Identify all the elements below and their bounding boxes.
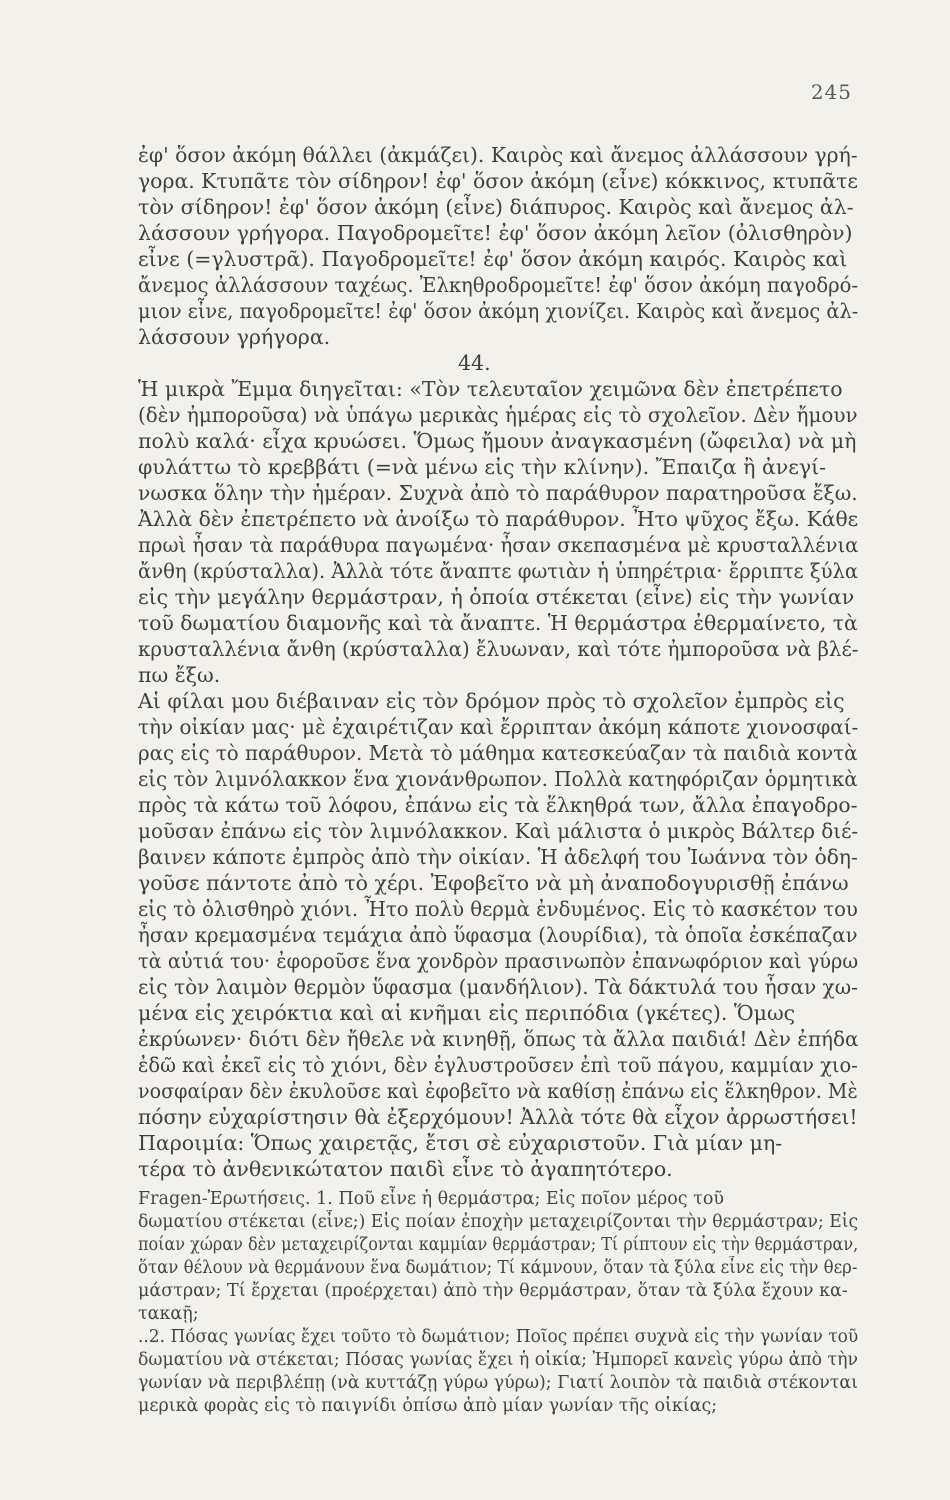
section-number: 44. [458,351,491,375]
text-line: λάσσουν γρήγορα. [138,325,331,349]
text-line: πω ἔξω. [138,663,221,687]
text-line: ἄνθη (κρύσταλλα). Ἀλλὰ τότε ἄναπτε φωτιὰν ἡ ὑπηρέτρια· ἔρριπτε ξύλα [138,559,859,583]
text-line: ἄνεμος ἀλλάσσουν ταχέως. Ἐλκηθροδρομεῖτε! ἐφ' ὅσον ἀκόμη παγοδρό- [138,273,859,297]
proverb-line: τέρα τὸ ἀνθενικώτατον παιδὶ εἶνε τὸ ἀγαπητότερο. [138,1157,673,1181]
text-line: Αἱ φίλαι μου διέβαιναν εἰς τὸν δρόμον πρὸς τὸ σχολεῖον ἐμπρὸς εἰς [138,689,845,713]
question-line: δωματίου νὰ στέκεται; Πόσας γωνίας ἔχει ἡ οἰκία; Ἠμπορεῖ κανεὶς γύρω ἀπὸ τὴν [138,1350,858,1370]
text-line: λάσσουν γρήγορα. Παγοδρομεῖτε! ἐφ' ὅσον ἀκόμη λεῖον (ὀλισθηρὸν) [138,221,853,245]
text-line: γοῦσε πάντοτε ἀπὸ τὸ χέρι. Ἐφοβεῖτο νὰ μὴ ἀναποδογυρισθῇ ἐπάνω [138,871,849,895]
question-line: δωματίου στέκεται (εἶνε;) Εἰς ποίαν ἐποχὴν μεταχειρίζονται τὴν θερμάστραν; Εἰς [138,1212,859,1232]
text-line: Ἡ μικρὰ Ἔμμα διηγεῖται: «Τὸν τελευταῖον χειμῶνα δὲν ἐπετρέπετο [138,377,843,401]
text-line: νωσκα ὅλην τὴν ἡμέραν. Συχνὰ ἀπὸ τὸ παράθυρον παρατηροῦσα ἔξω. [138,481,858,505]
text-line: τὴν οἰκίαν μας· μὲ ἐχαιρέτιζαν καὶ ἔρριπταν ἀκόμη κάποτε χιονοσφαί- [138,715,859,739]
text-line: φυλάττω τὸ κρεββάτι (=νὰ μένω εἰς τὴν κλίνην). Ἔπαιζα ἢ ἀνεγί- [138,455,827,479]
text-line: εἰς τὸν λιμνόλακκον ἕνα χιονάνθρωπον. Πολλὰ κατηφόριζαν ὁρμητικὰ [138,767,858,791]
text-line: πολὺ καλά· εἶχα κρυώσει. Ὅμως ἤμουν ἀναγκασμένη (ὤφειλα) νὰ μὴ [138,429,857,453]
text-line: πόσην εὐχαρίστησιν θὰ ἐξερχόμουν! Ἀλλὰ τότε θὰ εἶχον ἀρρωστήσει! [138,1105,858,1129]
text-line: τὰ αὐτιά του· ἐφοροῦσε ἕνα χονδρὸν πρασινωπὸν ἐπανωφόριον καὶ γύρω [138,949,859,973]
question-line: ..2. Πόσας γωνίας ἔχει τοῦτο τὸ δωμάτιον; Ποῖος πρέπει συχνὰ εἰς τὴν γωνίαν τοῦ [138,1327,859,1347]
text-line: βαινεν κάποτε ἐμπρὸς ἀπὸ τὴν οἰκίαν. Ἡ ἀδελφή του Ἰωάννα τὸν ὁδη- [138,845,858,869]
question-line: μάστραν; Τί ἔρχεται (προέρχεται) ἀπὸ τὴν θερμάστραν, ὅταν τὰ ξύλα ἔχουν κα- [138,1281,848,1301]
text-line: εἰς τὸ ὀλισθηρὸ χιόνι. Ἦτο πολὺ θερμὰ ἐνδυμένος. Εἰς τὸ κασκέτον του [138,897,858,921]
text-line: ρας εἰς τὸ παράθυρον. Μετὰ τὸ μάθημα κατεσκεύαζαν τὰ παιδιὰ κοντὰ [138,741,858,765]
text-line: τὸν σίδηρον! ἐφ' ὅσον ἀκόμη (εἶνε) διάπυρος. Καιρὸς καὶ ἄνεμος ἀλ- [138,195,854,219]
text-line: Ἀλλὰ δὲν ἐπετρέπετο νὰ ἀνοίξω τὸ παράθυρον. Ἦτο ψῦχος ἔξω. Κάθε [138,507,859,531]
text-line: γορα. Κτυπᾶτε τὸν σίδηρον! ἐφ' ὅσον ἀκόμη (εἶνε) κόκκινος, κτυπᾶτε [138,169,858,193]
question-line: ποίαν χώραν δὲν μεταχειρίζονται καμμίαν θερμάστραν; Τί ρίπτουν εἰς τὴν θερμάστραν, [138,1235,859,1255]
text-line: ἐκρύωνεν· διότι δὲν ἤθελε νὰ κινηθῇ, ὅπως τὰ ἄλλα παιδιά! Δὲν ἐπήδα [138,1027,859,1051]
question-line: τακαῇ; [138,1304,199,1324]
proverb-line: Παροιμία: Ὅπως χαιρετᾷς, ἔτσι σὲ εὐχαριστοῦν. Γιὰ μίαν μη- [138,1131,783,1155]
question-line: γωνίαν νὰ περιβλέπῃ (νὰ κυττάζῃ γύρω γύρω); Γιατί λοιπὸν τὰ παιδιὰ στέκονται [138,1373,858,1393]
text-line: μένα εἰς χειρόκτια καὶ αἱ κνῆμαι εἰς περιπόδια (γκέτες). Ὅμως [138,1001,796,1025]
text-line: μιον εἶνε, παγοδρομεῖτε! ἐφ' ὅσον ἀκόμη χιονίζει. Καιρὸς καὶ ἄνεμος ἀλ- [138,299,859,323]
text-line: εἶνε (=γλυστρᾶ). Παγοδρομεῖτε! ἐφ' ὅσον ἀκόμη καιρός. Καιρὸς καὶ [138,247,848,271]
text-line: μοῦσαν ἐπάνω εἰς τὸν λιμνόλακκον. Καὶ μάλιστα ὁ μικρὸς Βάλτερ διέ- [138,819,859,843]
text-line: εἰς τὴν μεγάλην θερμάστραν, ἡ ὁποία στέκεται (εἶνε) εἰς τὴν γωνίαν [138,585,855,609]
question-line: μερικὰ φορὰς εἰς τὸ παιγνίδι ὀπίσω ἀπὸ μίαν γωνίαν τῆς οἰκίας; [138,1396,718,1416]
text-line: πρωὶ ἦσαν τὰ παράθυρα παγωμένα· ἦσαν σκεπασμένα μὲ κρυσταλλένια [138,533,859,557]
text-line: πρὸς τὰ κάτω τοῦ λόφου, ἐπάνω εἰς τὰ ἕλκηθρά των, ἄλλα ἐπαγοδρο- [138,793,858,817]
text-line: ἐφ' ὅσον ἀκόμη θάλλει (ἀκμάζει). Καιρὸς καὶ ἄνεμος ἀλλάσσουν γρή- [138,143,858,167]
question-line: ὅταν θέλουν νὰ θερμάνουν ἕνα δωμάτιον; Τί κάμνουν, ὅταν τὰ ξύλα εἶνε εἰς τὴν θερ- [138,1258,858,1278]
text-line: (δὲν ἠμποροῦσα) νὰ ὑπάγω μερικὰς ἡμέρας εἰς τὸ σχολεῖον. Δὲν ἤμουν [138,403,858,427]
text-line: εἰς τὸν λαιμὸν θερμὸν ὕφασμα (μανδήλιον). Τὰ δάκτυλά του ἦσαν χω- [138,975,858,999]
text-line: τοῦ δωματίου διαμονῆς καὶ τὰ ἄναπτε. Ἡ θερμάστρα ἐθερμαίνετο, τὰ [138,611,858,635]
text-line: κρυσταλλένια ἄνθη (κρύσταλλα) ἔλυωναν, καὶ τότε ἠμποροῦσα νὰ βλέ- [138,637,859,661]
text-line: νοσφαίραν δὲν ἐκυλοῦσε καὶ ἐφοβεῖτο νὰ καθίσῃ ἐπάνω εἰς ἕλκηθρον. Μὲ [138,1079,858,1103]
text-line: ἦσαν κρεμασμένα τεμάχια ἀπὸ ὕφασμα (λουρίδια), τὰ ὁποῖα ἐσκέπαζαν [138,923,858,947]
page-number: 245 [810,80,852,104]
text-line: ἐδῶ καὶ ἐκεῖ εἰς τὸ χιόνι, δὲν ἐγλυστροῦσεν ἐπὶ τοῦ πάγου, καμμίαν χιο- [138,1053,858,1077]
question-line: Fragen-Ἐρωτήσεις. 1. Ποῦ εἶνε ἡ θερμάστρα; Εἰς ποῖον μέρος τοῦ [138,1189,725,1209]
